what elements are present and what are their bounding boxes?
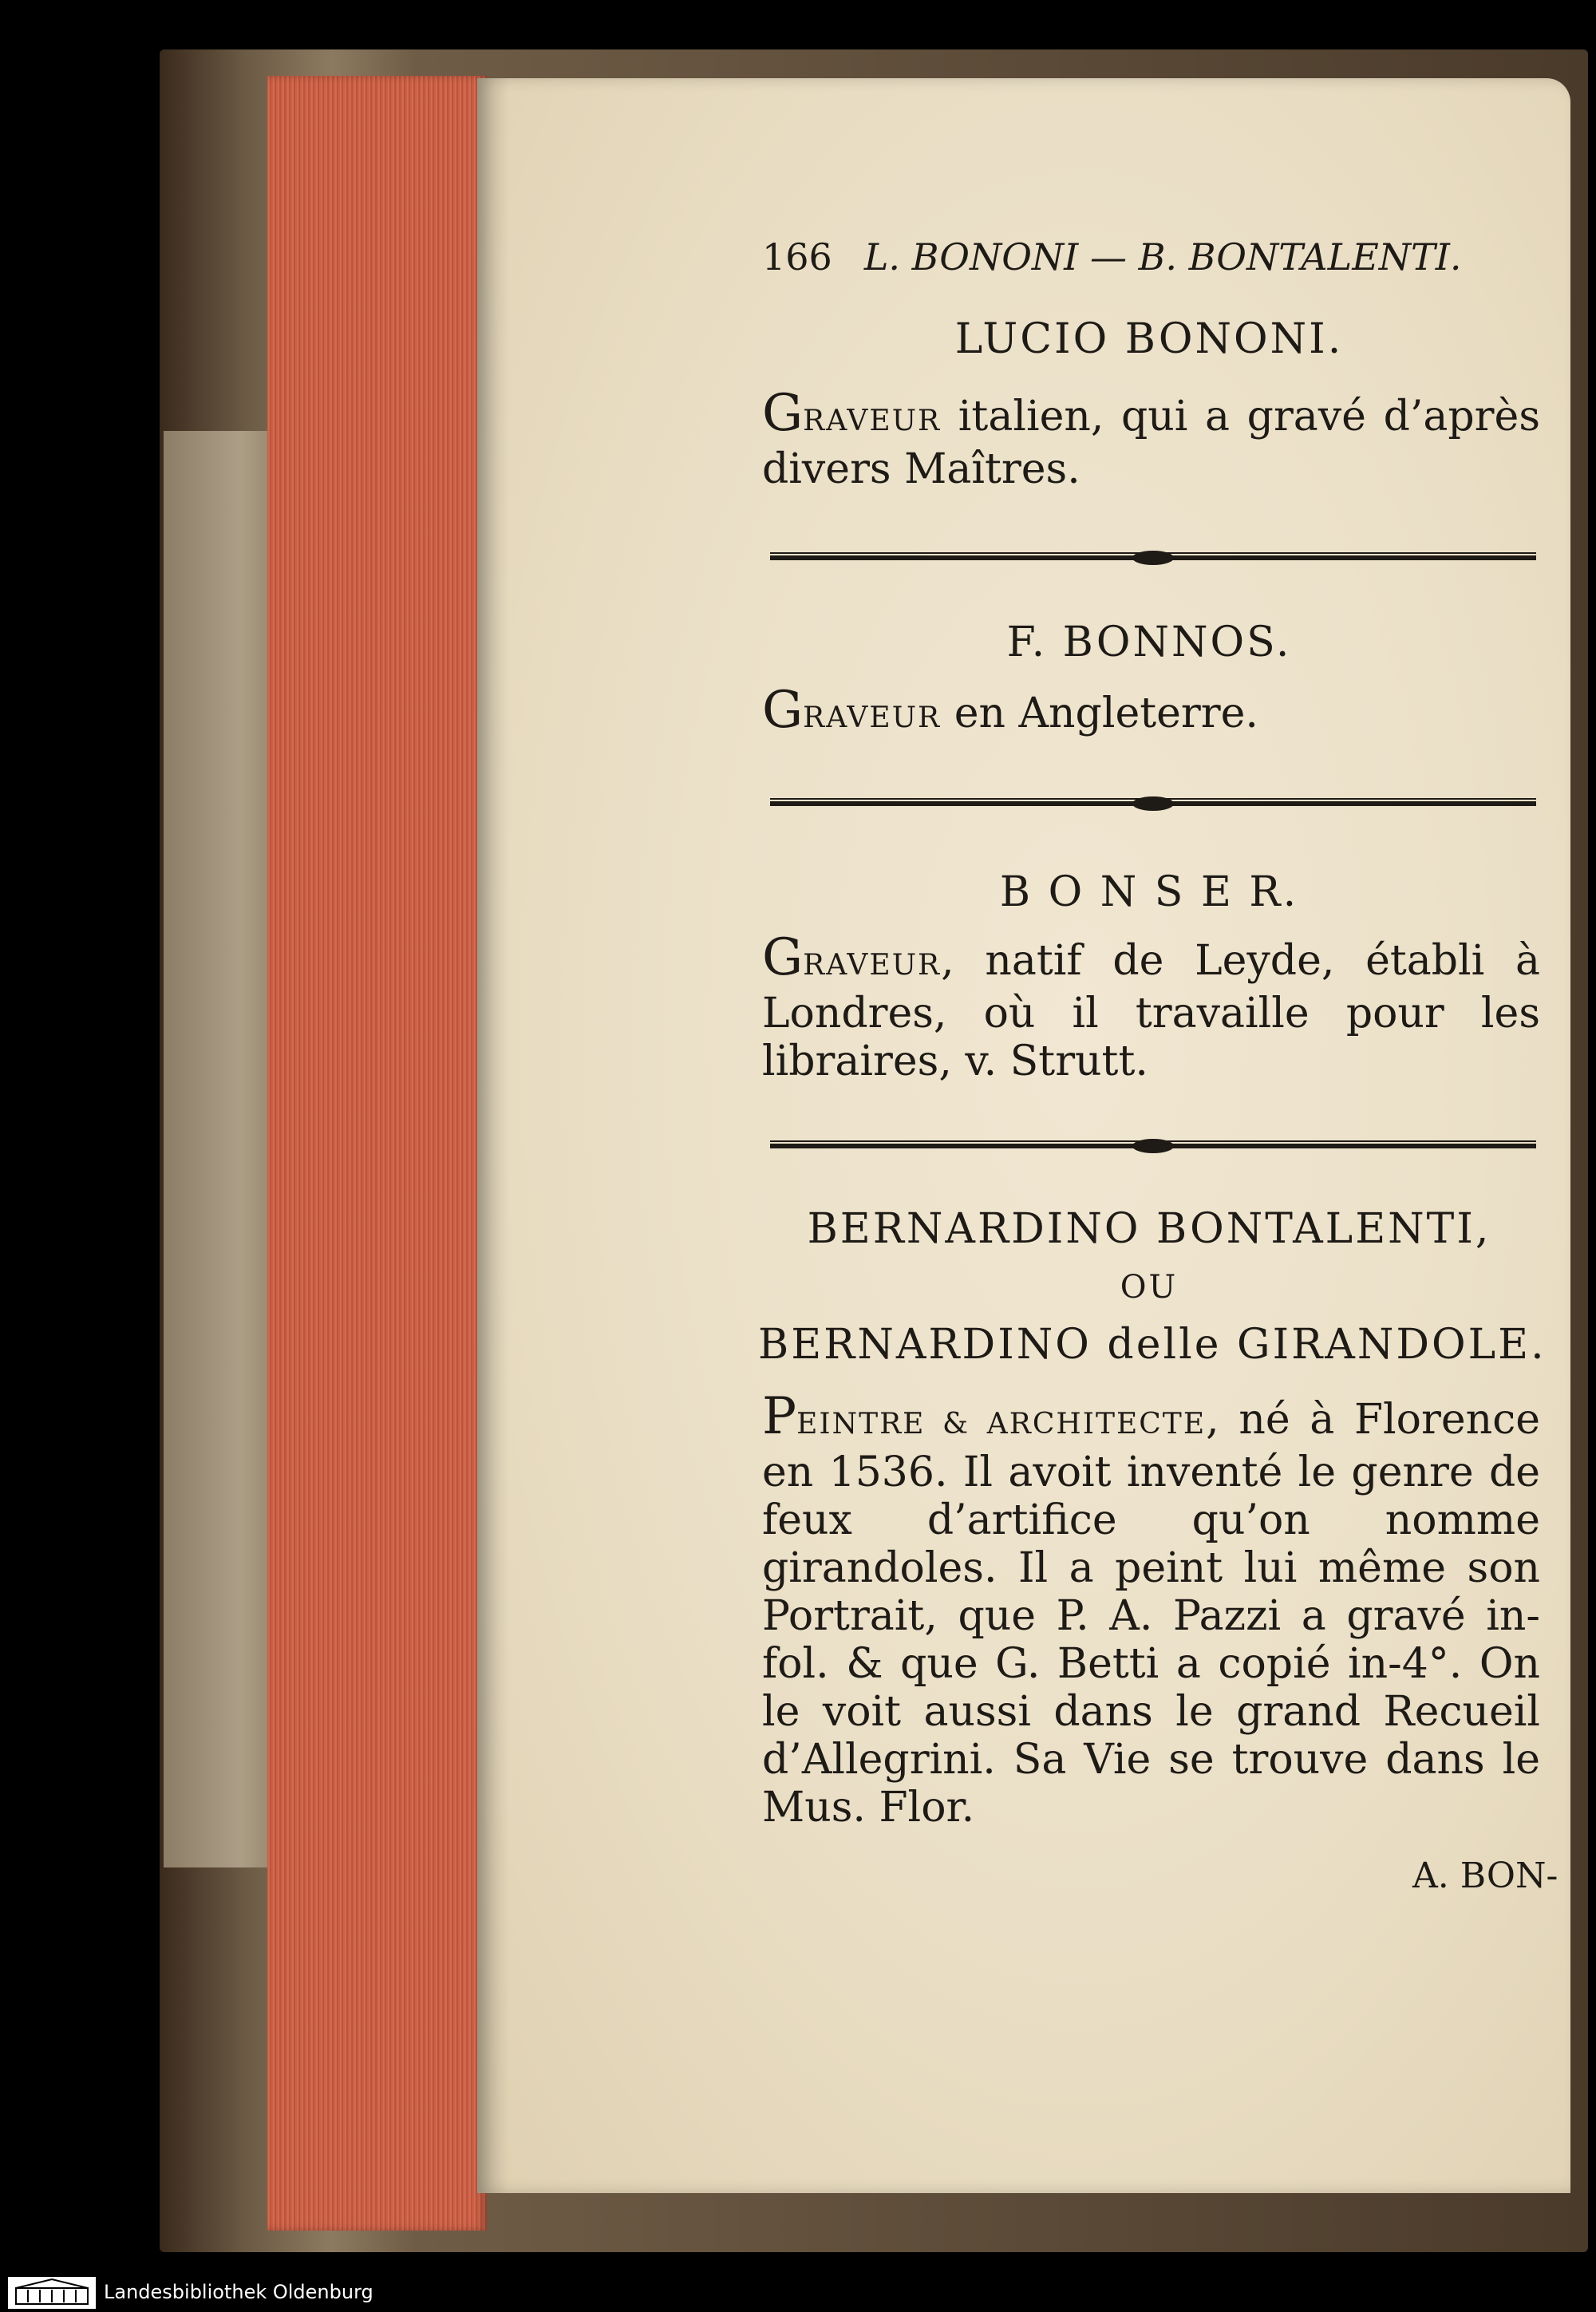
entry-title-f-bonnos: F. BONNOS.: [1006, 619, 1292, 666]
page-number: 166: [762, 235, 832, 279]
ornamental-rule: [770, 551, 1536, 565]
page-gutter-shadow: [477, 78, 509, 2193]
entry-title-lucio-bononi: LUCIO BONONI.: [954, 315, 1344, 363]
library-name: Landesbibliothek Oldenburg: [104, 2281, 373, 2303]
entry-title-ou: OU: [1120, 1269, 1179, 1306]
catchword: A. BON-: [1412, 1856, 1558, 1896]
library-logo-icon: [8, 2277, 96, 2309]
running-header: [762, 235, 1528, 279]
entry-text-f-bonnos: GRAVEUR en Angleterre.: [762, 681, 1258, 740]
entry-text-bontalenti: PEINTRE & ARCHITECTE, né à Florence en 1536. Il avoit inventé le genre de feux d’artifice qu’on nomme girandoles. Il a peint lui même son Portrait, que P. A. Pazzi a gravé in-fol. & que G. Betti a copié in-4°. On le voit aussi dans le grand Recueil d’Allegrini. Sa Vie se trouve dans le Mus. Flor.: [762, 1387, 1541, 1832]
entry-title-bontalenti: BERNARDINO BONTALENTI,: [807, 1205, 1491, 1253]
entry-text-bonser: GRAVEUR, natif de Leyde, établi à Londres, où il travaille pour les libraires, v. Strutt.: [762, 928, 1540, 1085]
running-title: L. BONONI — B. BONTALENTI.: [863, 235, 1462, 279]
ornamental-rule: [770, 796, 1536, 811]
entry-title-girandole: BERNARDINO delle GIRANDOLE.: [758, 1321, 1547, 1369]
entry-text-lucio-bononi: GRAVEUR italien, qui a gravé d’après divers Maîtres.: [762, 384, 1540, 493]
entry-title-bonser: B O N S E R.: [999, 868, 1299, 916]
ornamental-rule: [770, 1139, 1536, 1153]
red-page-edges: [267, 76, 487, 2231]
